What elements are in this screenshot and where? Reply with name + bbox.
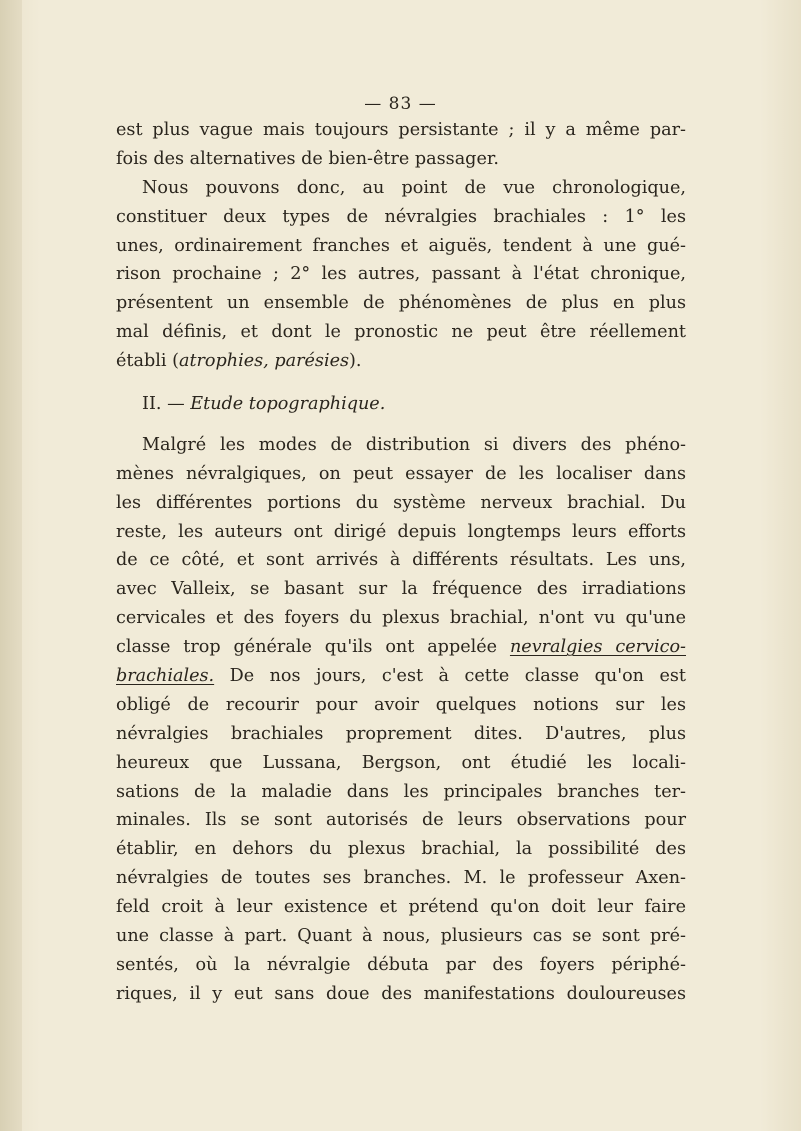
text-fragment: établi ( — [116, 351, 179, 372]
page-gutter-shadow — [0, 0, 22, 1131]
text-line: les différentes portions du système nerveux brachial. Du — [116, 492, 686, 513]
text-line: feld croit à leur existence et prétend qu'on doit leur faire — [116, 897, 686, 918]
text-fragment: De nos jours, c'est à cette classe qu'on est — [214, 666, 686, 687]
body-text — [116, 116, 686, 1009]
text-line: sations de la maladie dans les principales branches ter- — [116, 781, 686, 802]
italic-underlined-text: brachiales. — [116, 666, 215, 687]
text-line: sentés, où la névralgie débuta par des foyers périphé- — [116, 954, 686, 975]
text-line: avec Valleix, se basant sur la fréquence des irradiations — [116, 579, 686, 600]
text-line: Malgré les modes de distribution si divers des phéno- — [142, 434, 686, 455]
text-line: constituer deux types de névralgies brachiales : 1° les — [116, 206, 686, 227]
text-line: reste, les auteurs ont dirigé depuis longtemps leurs efforts — [116, 521, 686, 542]
text-line: riques, il y eut sans doue des manifestations douloureuses — [116, 983, 686, 1004]
text-line: rison prochaine ; 2° les autres, passant à l'état chronique, — [116, 264, 686, 285]
text-line: Nous pouvons donc, au point de vue chronologique, — [142, 177, 686, 198]
page-number: — 83 — — [364, 94, 437, 114]
text-line: une classe à part. Quant à nous, plusieurs cas se sont pré- — [116, 926, 686, 947]
text-line: de ce côté, et sont arrivés à différents résultats. Les uns, — [116, 550, 686, 571]
text-line: mal définis, et dont le pronostic ne peut être réellement — [116, 322, 686, 343]
text-line: est plus vague mais toujours persistante ; il y a même par- — [116, 120, 686, 140]
text-line: névralgies brachiales proprement dites. D'autres, plus — [116, 723, 686, 744]
italic-text: atrophies, parésies — [178, 351, 350, 372]
text-line: mènes névralgiques, on peut essayer de les localiser dans — [116, 463, 686, 484]
text-fragment: ). — [349, 351, 362, 372]
section-number: II. — — [142, 394, 185, 415]
text-line — [116, 347, 686, 376]
text-line: fois des alternatives de bien-être passager. — [116, 148, 499, 169]
paragraph-1 — [116, 116, 686, 174]
paragraph-3 — [116, 431, 686, 1009]
paragraph-2 — [116, 174, 686, 376]
text-line — [116, 662, 686, 691]
text-line: établir, en dehors du plexus brachial, la possibilité des — [116, 839, 686, 860]
text-line: cervicales et des foyers du plexus brachial, n'ont vu qu'une — [116, 608, 686, 629]
text-line: névralgies de toutes ses branches. M. le professeur Axen- — [116, 868, 686, 889]
section-heading — [116, 390, 686, 419]
text-line: présentent un ensemble de phénomènes de plus en plus — [116, 293, 686, 314]
text-line: obligé de recourir pour avoir quelques notions sur les — [116, 694, 686, 715]
text-line: heureux que Lussana, Bergson, ont étudié les locali- — [116, 752, 686, 773]
italic-underlined-text: nevralgies cervico- — [509, 637, 686, 658]
text-line: minales. Ils se sont autorisés de leurs observations pour — [116, 810, 686, 831]
text-line: unes, ordinairement franches et aiguës, tendent à une gué- — [116, 235, 686, 256]
section-title: Etude topographique. — [190, 394, 386, 415]
text-line — [116, 633, 686, 662]
text-fragment: classe trop générale qu'ils ont appelée — [116, 637, 510, 658]
